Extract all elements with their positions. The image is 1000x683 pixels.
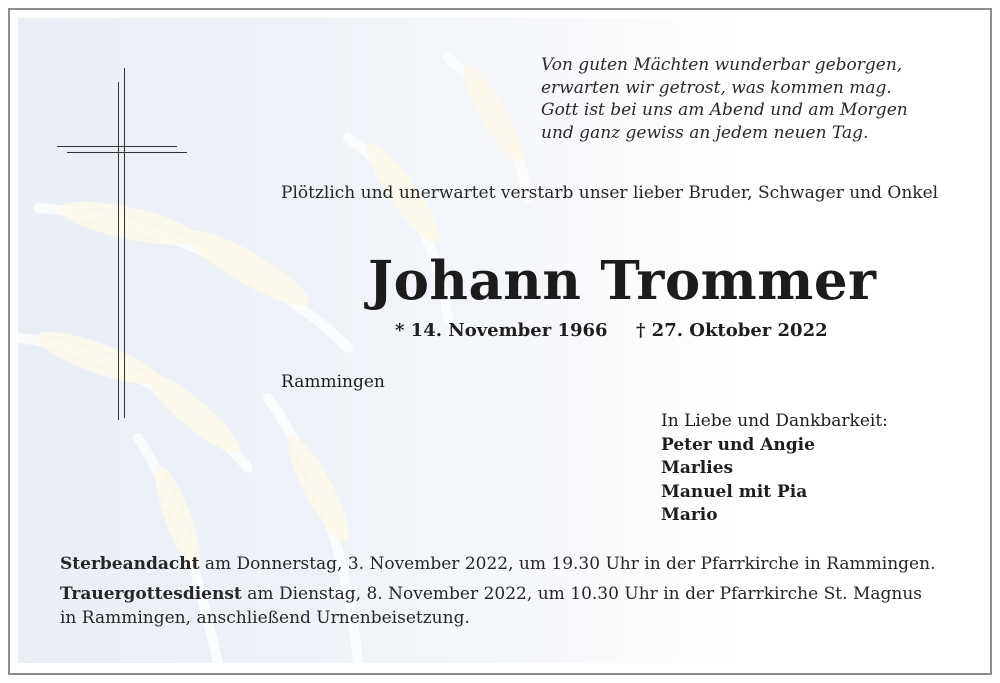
poem-line: Von guten Mächten wunderbar geborgen, (541, 55, 903, 75)
poem-line: erwarten wir getrost, was kommen mag. (541, 77, 892, 98)
poem-line: Gott ist bei uns am Abend und am Morgen (541, 100, 908, 120)
cross-icon-line (57, 146, 177, 147)
poem-line: und ganz gewiss an jedem neuen Tag. (541, 122, 869, 143)
service-rosary (60, 553, 936, 577)
mourner-name: Marlies (661, 458, 734, 478)
place: Rammingen (281, 372, 385, 392)
service-rosary-text: am Donnerstag, 3. November 2022, um 19.30 Uhr in der Pfarrkirche in Rammingen. (199, 554, 936, 574)
cross-icon-line (124, 68, 125, 418)
mourner-name: Manuel mit Pia (661, 481, 808, 502)
deceased-name: Johann Trommer (368, 250, 877, 312)
mourners-block (661, 410, 888, 528)
service-rosary-title: Sterbeandacht (60, 554, 200, 574)
mourner-name: Mario (661, 505, 718, 525)
cross-icon-line (118, 82, 119, 420)
service-funeral-mass (60, 583, 922, 630)
poem (541, 54, 908, 144)
intro-text: Plötzlich und unerwartet verstarb unser lieber Bruder, Schwager und Onkel (281, 183, 939, 203)
service-funeral-text: am Dienstag, 8. November 2022, um 10.30 Uhr in der Pfarrkirche St. Magnus in Rammingen, anschließend Urnenbeisetzung. (60, 584, 922, 628)
birth-date: * 14. November 1966 (395, 320, 608, 341)
cross-icon-line (67, 152, 187, 153)
death-date: † 27. Oktober 2022 (636, 320, 828, 341)
mourner-name: Peter und Angie (661, 434, 815, 455)
service-funeral-title: Trauergottesdienst (60, 584, 242, 604)
mourners-heading: In Liebe und Dankbarkeit: (661, 411, 888, 431)
